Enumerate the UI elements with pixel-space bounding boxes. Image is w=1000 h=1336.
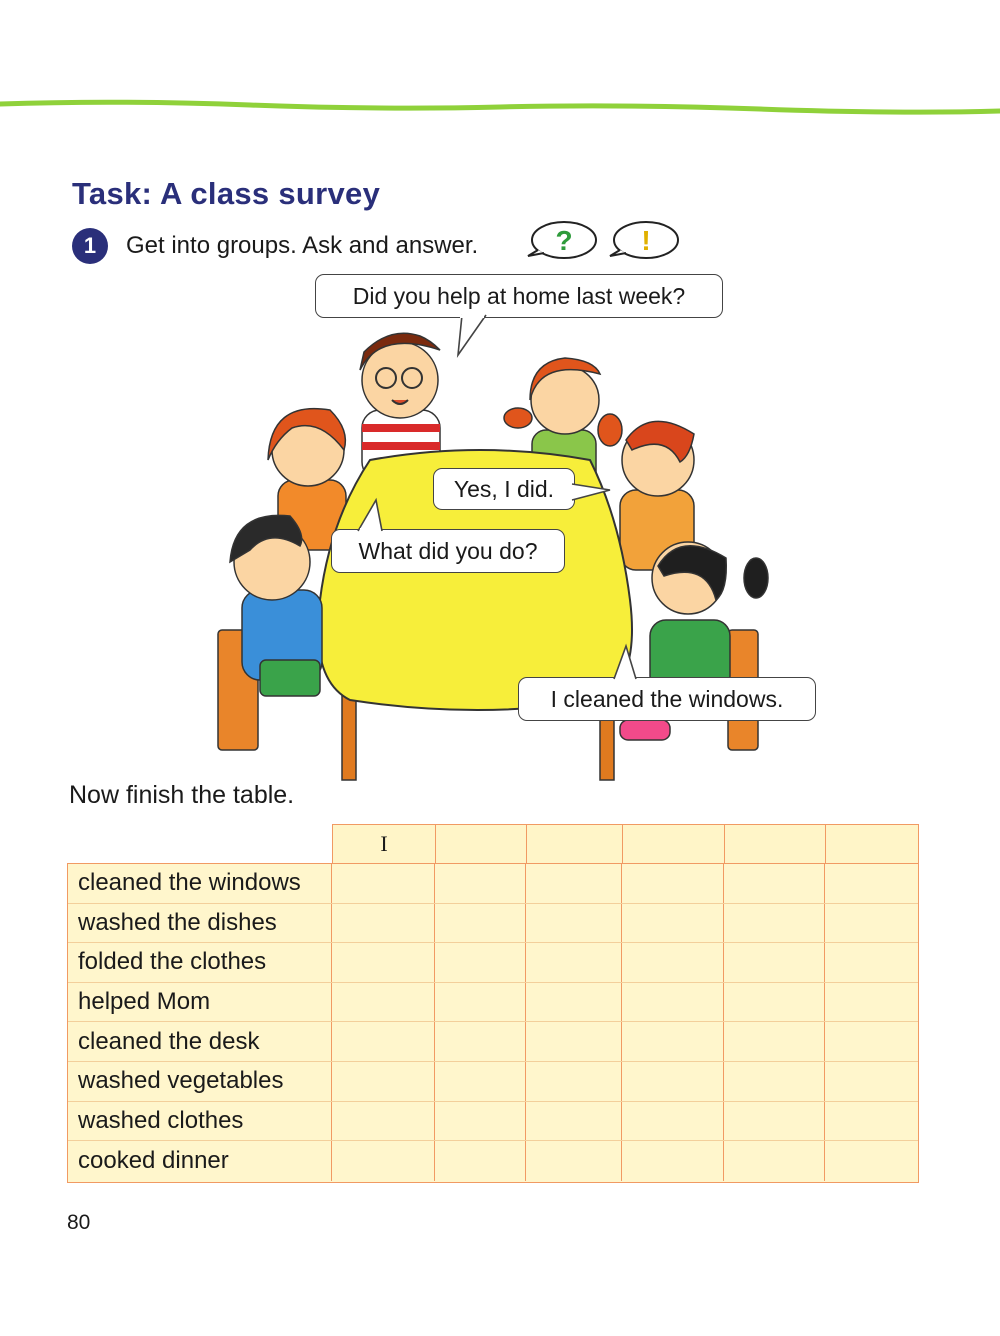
answer-cell[interactable] (332, 864, 435, 903)
answer-cell[interactable] (435, 983, 526, 1022)
answer-cell[interactable] (622, 904, 724, 943)
table-row (68, 943, 918, 983)
step-instruction (72, 226, 478, 266)
header-cell-classmate[interactable] (825, 824, 919, 864)
activity-label: cleaned the desk (68, 1022, 332, 1061)
bubble-tail-question1 (454, 315, 494, 359)
header-cell-me: I (332, 824, 435, 864)
table-row (68, 904, 918, 944)
qa-icons (524, 216, 684, 266)
speech-bubble-answer1: Yes, I did. (433, 468, 575, 510)
answer-cell[interactable] (526, 904, 622, 943)
answer-cell[interactable] (622, 1102, 724, 1141)
task-title: Task: A class survey (72, 176, 381, 211)
answer-cell[interactable] (825, 864, 918, 903)
header-cell-classmate[interactable] (435, 824, 526, 864)
table-row (68, 1141, 918, 1181)
answer-cell[interactable] (724, 1022, 825, 1061)
answer-cell[interactable] (825, 943, 918, 982)
answer-cell[interactable] (435, 943, 526, 982)
answer-cell[interactable] (526, 1022, 622, 1061)
table-instruction: Now finish the table. (69, 781, 295, 809)
page-number: 80 (67, 1211, 91, 1234)
answer-cell[interactable] (332, 904, 435, 943)
answer-cell[interactable] (825, 1062, 918, 1101)
answer-cell[interactable] (332, 943, 435, 982)
activity-label: washed clothes (68, 1102, 332, 1141)
bubble-tail-question2 (354, 498, 388, 532)
activity-label: helped Mom (68, 983, 332, 1022)
table-row (68, 1062, 918, 1102)
answer-cell[interactable] (825, 1022, 918, 1061)
question-icon (528, 222, 596, 258)
answer-cell[interactable] (332, 1141, 435, 1181)
activity-label: cooked dinner (68, 1141, 332, 1181)
answer-cell[interactable] (435, 1062, 526, 1101)
answer-cell[interactable] (526, 1102, 622, 1141)
top-green-rule (0, 96, 1000, 120)
answer-cell[interactable] (526, 1141, 622, 1181)
answer-cell[interactable] (526, 864, 622, 903)
table-row (68, 1102, 918, 1142)
activity-label: cleaned the windows (68, 864, 332, 903)
bubble-tail-answer1 (572, 480, 612, 504)
answer-cell[interactable] (825, 1102, 918, 1141)
answer-cell[interactable] (332, 1062, 435, 1101)
answer-cell[interactable] (622, 864, 724, 903)
speech-bubble-answer2: I cleaned the windows. (518, 677, 816, 721)
answer-cell[interactable] (622, 983, 724, 1022)
answer-cell[interactable] (724, 983, 825, 1022)
svg-text:!: ! (641, 225, 651, 256)
answer-cell[interactable] (332, 1102, 435, 1141)
answer-cell[interactable] (435, 1102, 526, 1141)
answer-cell[interactable] (526, 943, 622, 982)
speech-bubble-question2: What did you do? (331, 529, 565, 573)
answer-cell[interactable] (724, 1141, 825, 1181)
table-row (68, 864, 918, 904)
answer-cell[interactable] (435, 1141, 526, 1181)
answer-cell[interactable] (724, 904, 825, 943)
answer-cell[interactable] (622, 1062, 724, 1101)
activity-label: washed vegetables (68, 1062, 332, 1101)
exclamation-icon (610, 222, 678, 258)
header-cell-classmate[interactable] (724, 824, 825, 864)
answer-cell[interactable] (526, 983, 622, 1022)
step-number-badge: 1 (72, 228, 108, 264)
answer-cell[interactable] (825, 904, 918, 943)
header-cell-classmate[interactable] (526, 824, 622, 864)
bubble-tail-answer2 (608, 644, 642, 680)
answer-cell[interactable] (724, 1062, 825, 1101)
answer-cell[interactable] (825, 983, 918, 1022)
step-text: Get into groups. Ask and answer. (126, 232, 479, 259)
answer-cell[interactable] (825, 1141, 918, 1181)
answer-cell[interactable] (724, 943, 825, 982)
answer-cell[interactable] (724, 864, 825, 903)
activity-label: washed the dishes (68, 904, 332, 943)
boy-front-left (218, 515, 322, 750)
speech-bubble-question1: Did you help at home last week? (315, 274, 723, 318)
answer-cell[interactable] (724, 1102, 825, 1141)
activity-label: folded the clothes (68, 943, 332, 982)
answer-cell[interactable] (332, 983, 435, 1022)
survey-table-header (332, 824, 919, 864)
survey-table (67, 863, 919, 1183)
answer-cell[interactable] (622, 943, 724, 982)
answer-cell[interactable] (435, 864, 526, 903)
answer-cell[interactable] (435, 904, 526, 943)
header-cell-classmate[interactable] (622, 824, 724, 864)
svg-text:?: ? (555, 225, 573, 256)
table-row (68, 1022, 918, 1062)
answer-cell[interactable] (622, 1022, 724, 1061)
answer-cell[interactable] (622, 1141, 724, 1181)
answer-cell[interactable] (332, 1022, 435, 1061)
answer-cell[interactable] (435, 1022, 526, 1061)
answer-cell[interactable] (526, 1062, 622, 1101)
table-row (68, 983, 918, 1023)
